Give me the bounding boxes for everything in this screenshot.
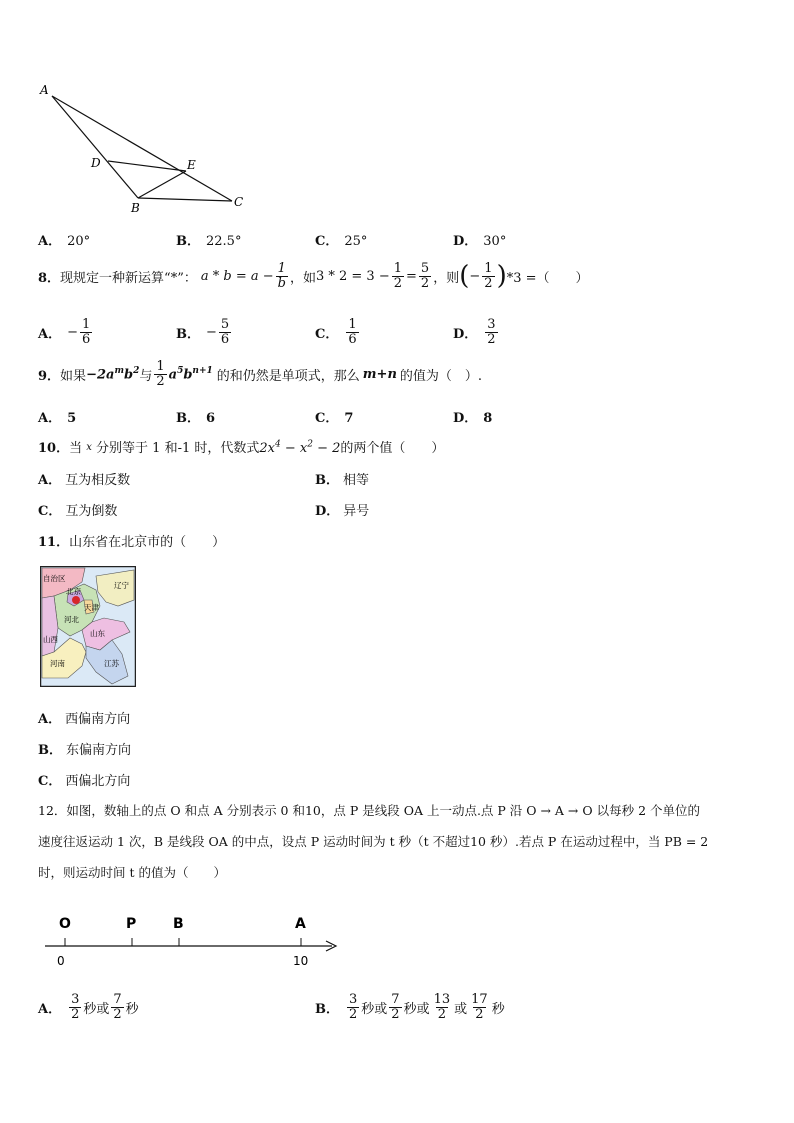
q10-option-a[interactable]: A． 互为相反数 <box>38 473 131 488</box>
map-label-henan: 河南 <box>50 659 65 668</box>
option-text: 20° <box>67 234 91 249</box>
q7-option-a[interactable] <box>38 230 90 249</box>
question-text: 分别等于 1 和-1 时，代数式 <box>96 441 260 456</box>
option-letter: D． <box>453 326 478 342</box>
label-d: D <box>91 156 101 170</box>
map-label-shandong: 山东 <box>90 629 105 638</box>
option-text: 22.5° <box>206 234 242 249</box>
option-fraction: $\frac{5}{6}$ <box>220 317 230 347</box>
map-label-zizhiqu: 自治区 <box>43 574 66 583</box>
expression: $2x^4 - x^2 - 2$ <box>259 439 341 456</box>
option-fraction: $\frac{1}{6}$ <box>82 317 91 347</box>
q9-option-b[interactable]: B． 6 <box>176 411 216 426</box>
question-fraction: $\frac{1}{2}$ <box>484 261 493 291</box>
question-12-line-2: 速度往返运动 1 次，B 是线段 OA 的中点，设点 P 运动时间为 t 秒（t 不超过10 秒）.若点 P 在运动过程中，当 PB = 2 <box>38 834 709 849</box>
option-fraction: $\frac{13}{2}$ <box>433 992 451 1022</box>
option-sign: − <box>67 324 78 340</box>
q7-option-d[interactable] <box>453 230 506 249</box>
question-text: 的和仍然是单项式，那么 <box>216 368 360 384</box>
segment-ac <box>52 96 232 201</box>
q12-option-a[interactable] <box>38 993 139 1021</box>
segment-de <box>108 161 186 171</box>
open-paren: ( <box>459 261 470 292</box>
q10-option-c[interactable]: C． 互为倒数 <box>38 504 118 519</box>
question-text: 如果 <box>60 368 87 384</box>
question-text: 的值为（ ）. <box>399 368 483 384</box>
q9-option-a[interactable]: A． 5 <box>38 411 77 426</box>
variable-x: x <box>86 442 92 453</box>
map-label-beijing: 北京 <box>66 587 81 596</box>
question-text: 现规定一种新运算“*”： <box>60 270 197 286</box>
option-text: 30° <box>483 234 507 249</box>
option-fraction: $\frac{17}{2}$ <box>471 992 488 1022</box>
option-letter: A． <box>38 1001 62 1017</box>
option-fraction: $\frac{7}{2}$ <box>113 992 122 1022</box>
minus-sign: − <box>469 268 481 284</box>
point-o-label: O <box>59 916 71 932</box>
q8-option-b[interactable] <box>176 318 233 346</box>
question-number: 9． <box>38 368 61 384</box>
q11-option-a[interactable]: A． 西偏南方向 <box>38 712 131 727</box>
triangle-figure <box>36 80 256 220</box>
number-line <box>40 910 350 970</box>
question-12-line-1: 12．如图，数轴上的点 O 和点 A 分别表示 0 和10，点 P 是线段 OA 上一动点.点 P 沿 O → A → O 以每秒 2 个单位的 <box>38 803 701 818</box>
q7-option-b[interactable] <box>176 230 241 249</box>
option-letter: B． <box>176 234 200 249</box>
segment-bc <box>138 198 232 201</box>
question-9 <box>38 360 482 388</box>
point-p-label: P <box>126 916 137 932</box>
option-fraction: $\frac{3}{2}$ <box>71 992 80 1022</box>
option-text: 秒或 <box>83 1001 110 1017</box>
example-equals: = <box>406 268 417 284</box>
question-number: 10． <box>38 441 70 456</box>
example-fraction: $\frac{5}{2}$ <box>420 261 430 291</box>
map-label-hebei: 河北 <box>64 615 79 624</box>
option-letter: A． <box>38 234 62 249</box>
map-label-liaoning: 辽宁 <box>114 581 129 590</box>
label-c: C <box>234 195 244 209</box>
option-text: 秒 <box>125 1001 139 1017</box>
monomial-2: $a^5b^{n+1}$ <box>168 365 213 383</box>
point-a-label: A <box>295 916 306 932</box>
question-tail: *3 =（ ） <box>506 270 589 286</box>
q10-option-b[interactable]: B． 相等 <box>315 473 370 488</box>
label-b: B <box>131 201 140 215</box>
option-letter: A． <box>38 326 62 342</box>
question-11: 11．山东省在北京市的（ ） <box>38 535 226 550</box>
q8-option-d[interactable] <box>453 318 500 346</box>
question-12-line-3: 时，则运动时间 t 的值为（ ） <box>38 865 226 880</box>
map-label-shanxi: 山西 <box>43 635 58 644</box>
definition-fraction: $\frac{1}{b}$ <box>277 261 286 291</box>
option-text: 秒 <box>491 1001 505 1017</box>
q12-option-b[interactable] <box>315 993 505 1021</box>
question-text: 当 <box>69 441 83 456</box>
close-paren: ) <box>496 261 507 292</box>
q9-option-c[interactable]: C． 7 <box>315 411 354 426</box>
question-text: 与 <box>139 368 153 384</box>
option-letter: D． <box>453 234 478 249</box>
definition-lhs: a * b = a − <box>200 268 274 284</box>
label-a: A <box>40 83 49 97</box>
option-letter: C． <box>315 326 339 342</box>
option-letter: B． <box>315 1001 339 1017</box>
option-sign: − <box>206 324 217 340</box>
option-fraction: $\frac{3}{2}$ <box>349 992 358 1022</box>
option-text: 秒或 <box>403 1001 430 1017</box>
option-fraction: $\frac{3}{2}$ <box>487 317 496 347</box>
map-label-tianjin: 天津 <box>84 603 99 612</box>
option-text: 25° <box>344 234 368 249</box>
q11-option-c[interactable]: C． 西偏北方向 <box>38 774 131 789</box>
q11-option-b[interactable]: B． 东偏南方向 <box>38 743 132 758</box>
question-10 <box>38 437 444 456</box>
option-text: 秒或 <box>361 1001 388 1017</box>
question-8 <box>38 262 589 290</box>
option-fraction: $\frac{1}{6}$ <box>348 317 357 347</box>
tick-label-10: 10 <box>293 954 309 968</box>
province-map <box>40 566 136 687</box>
segment-ab <box>52 96 138 198</box>
coefficient-fraction: $\frac{1}{2}$ <box>156 359 165 389</box>
monomial-1: $-2a^mb^2$ <box>86 365 140 383</box>
example-fraction: $\frac{1}{2}$ <box>393 261 403 291</box>
beijing-marker <box>72 596 80 604</box>
segment-be <box>138 171 186 198</box>
q8-option-a[interactable] <box>38 318 94 346</box>
q10-option-d[interactable]: D． 异号 <box>315 504 370 519</box>
q8-option-c[interactable] <box>315 318 361 346</box>
question-text: 的两个值（ ） <box>340 441 445 456</box>
option-text: 或 <box>454 1001 468 1017</box>
point-b-label: B <box>173 916 184 932</box>
option-letter: B． <box>176 326 200 342</box>
question-text: ，则 <box>433 270 460 286</box>
example-lhs: 3 * 2 = 3 − <box>315 268 390 284</box>
tick-label-0: 0 <box>57 954 65 968</box>
q7-option-c[interactable] <box>315 230 367 249</box>
map-label-jiangsu: 江苏 <box>104 659 119 668</box>
question-text: ，如 <box>289 270 316 286</box>
option-letter: C． <box>315 234 339 249</box>
q9-option-d[interactable]: D． 8 <box>453 411 493 426</box>
label-e: E <box>187 158 196 172</box>
question-number: 8． <box>38 270 61 286</box>
m-plus-n: m+n <box>362 366 397 382</box>
option-fraction: $\frac{7}{2}$ <box>391 992 400 1022</box>
